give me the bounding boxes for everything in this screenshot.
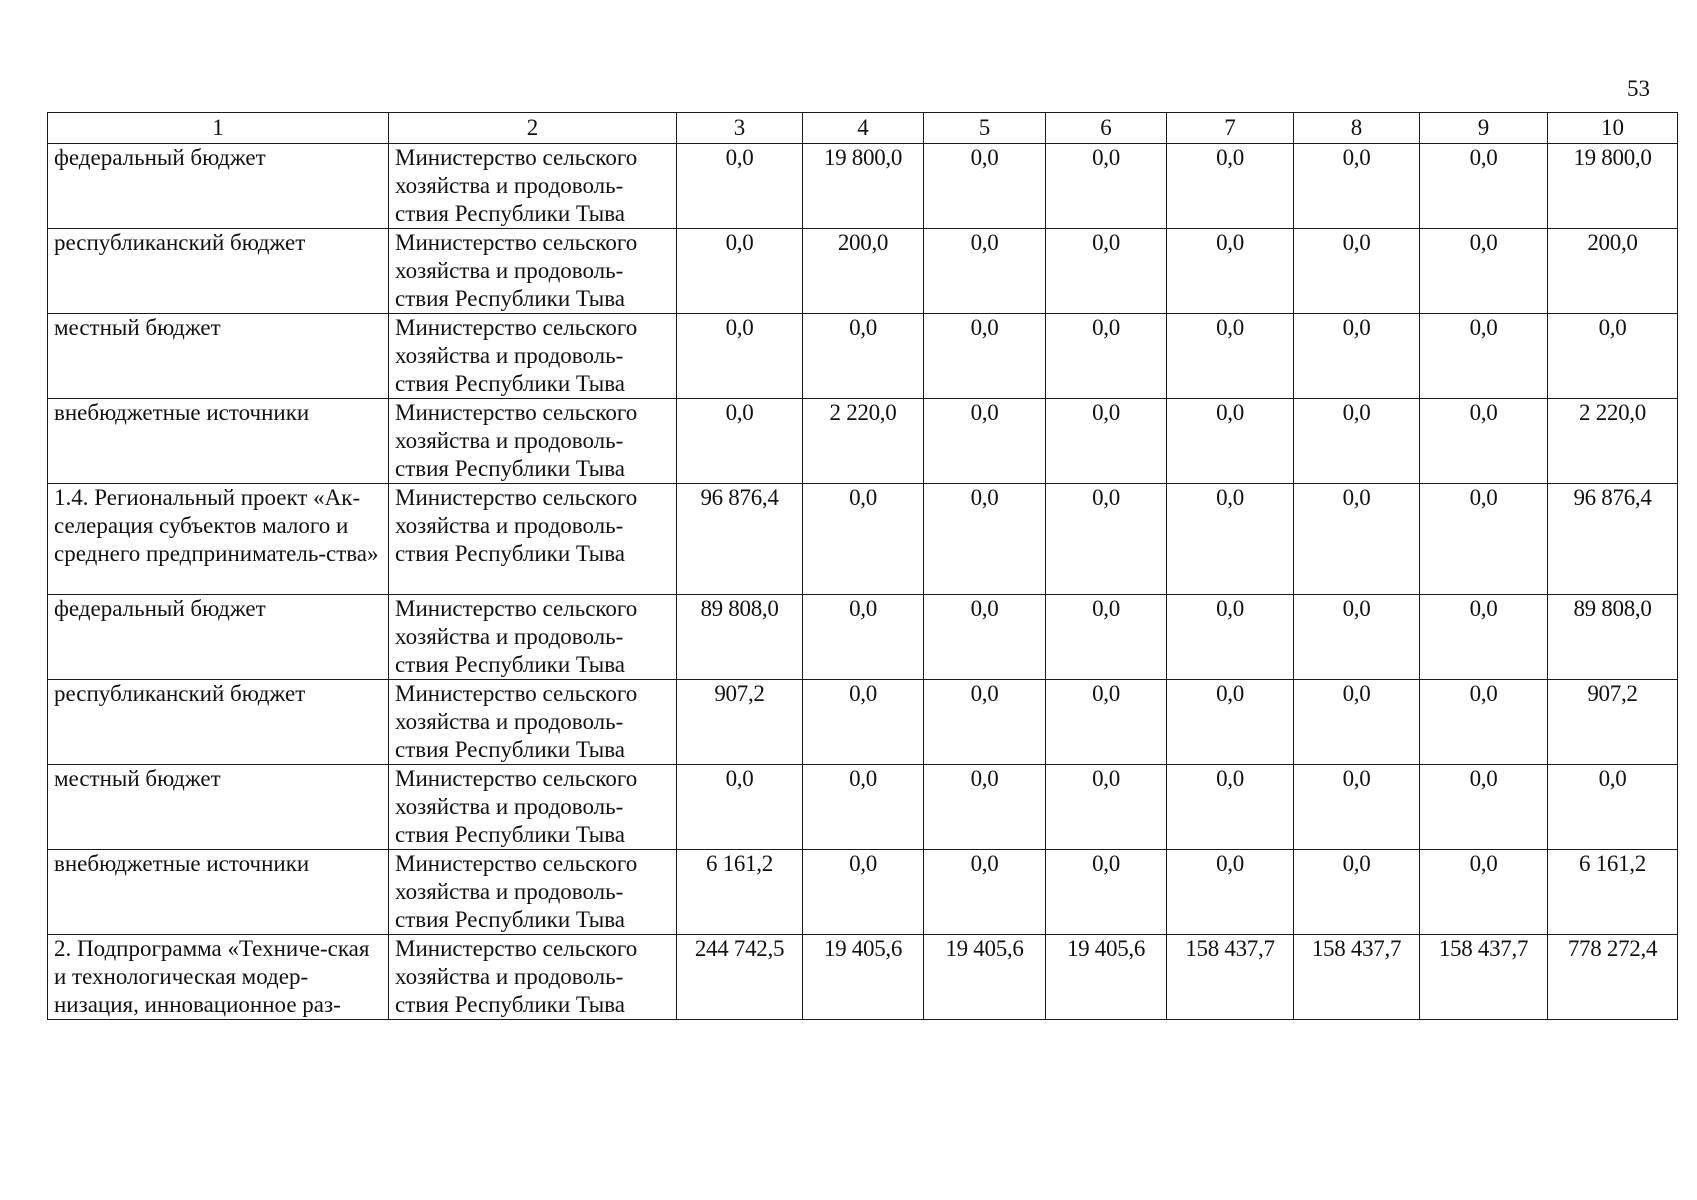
value-cell: 0,0 <box>1420 850 1548 935</box>
funding-source-cell: федеральный бюджет <box>48 595 389 680</box>
table-header-row <box>48 113 1678 144</box>
value-cell: 0,0 <box>1046 144 1167 229</box>
total-cell: 6 161,2 <box>1548 850 1678 935</box>
funding-source-cell: местный бюджет <box>48 765 389 850</box>
total-cell: 907,2 <box>1548 680 1678 765</box>
value-cell: 0,0 <box>803 595 924 680</box>
total-cell: 200,0 <box>1548 229 1678 314</box>
executor-cell: Министерство сельского хозяйства и продоволь-ствия Республики Тыва <box>389 850 677 935</box>
value-cell: 0,0 <box>924 314 1046 399</box>
executor-cell: Министерство сельского хозяйства и продоволь-ствия Республики Тыва <box>389 595 677 680</box>
total-cell: 0,0 <box>1548 765 1678 850</box>
table-row <box>48 765 1678 850</box>
value-cell: 0,0 <box>1420 229 1548 314</box>
value-cell: 6 161,2 <box>677 850 803 935</box>
value-cell: 244 742,5 <box>677 935 803 1020</box>
funding-source-cell: республиканский бюджет <box>48 229 389 314</box>
value-cell: 0,0 <box>924 229 1046 314</box>
value-cell: 0,0 <box>1420 680 1548 765</box>
value-cell: 0,0 <box>1167 144 1294 229</box>
value-cell: 158 437,7 <box>1420 935 1548 1020</box>
regional-project-cell: 1.4. Региональный проект «Ак-селерация субъектов малого и среднего предприниматель-ства» <box>48 484 389 595</box>
value-cell: 0,0 <box>803 314 924 399</box>
column-number-header: 10 <box>1548 113 1678 144</box>
column-number-header: 7 <box>1167 113 1294 144</box>
value-cell: 89 808,0 <box>677 595 803 680</box>
table-row <box>48 680 1678 765</box>
value-cell: 19 405,6 <box>803 935 924 1020</box>
funding-source-cell: внебюджетные источники <box>48 399 389 484</box>
total-cell: 778 272,4 <box>1548 935 1678 1020</box>
value-cell: 0,0 <box>1167 314 1294 399</box>
value-cell: 0,0 <box>924 765 1046 850</box>
value-cell: 0,0 <box>1046 314 1167 399</box>
total-cell: 19 800,0 <box>1548 144 1678 229</box>
column-number-header: 3 <box>677 113 803 144</box>
total-cell: 89 808,0 <box>1548 595 1678 680</box>
subprogram-cell: 2. Подпрограмма «Техниче-ская и технологическая модер-низация, инновационное раз- <box>48 935 389 1020</box>
column-number-header: 8 <box>1294 113 1420 144</box>
value-cell: 2 220,0 <box>803 399 924 484</box>
value-cell: 200,0 <box>803 229 924 314</box>
funding-source-cell: внебюджетные источники <box>48 850 389 935</box>
table-row <box>48 595 1678 680</box>
table-row <box>48 399 1678 484</box>
column-number-header: 6 <box>1046 113 1167 144</box>
value-cell: 0,0 <box>803 680 924 765</box>
table-row <box>48 850 1678 935</box>
table-row <box>48 229 1678 314</box>
executor-cell: Министерство сельского хозяйства и продоволь-ствия Республики Тыва <box>389 765 677 850</box>
value-cell: 0,0 <box>1294 399 1420 484</box>
value-cell: 0,0 <box>1294 765 1420 850</box>
value-cell: 0,0 <box>677 399 803 484</box>
value-cell: 0,0 <box>677 314 803 399</box>
executor-cell: Министерство сельского хозяйства и продоволь-ствия Республики Тыва <box>389 680 677 765</box>
funding-source-cell: федеральный бюджет <box>48 144 389 229</box>
value-cell: 0,0 <box>1167 484 1294 595</box>
total-cell: 96 876,4 <box>1548 484 1678 595</box>
table-row <box>48 144 1678 229</box>
value-cell: 0,0 <box>1046 484 1167 595</box>
total-cell: 0,0 <box>1548 314 1678 399</box>
executor-cell: Министерство сельского хозяйства и продоволь-ствия Республики Тыва <box>389 399 677 484</box>
value-cell: 158 437,7 <box>1167 935 1294 1020</box>
value-cell: 0,0 <box>1294 680 1420 765</box>
value-cell: 907,2 <box>677 680 803 765</box>
value-cell: 0,0 <box>1167 850 1294 935</box>
budget-table <box>47 112 1678 1020</box>
executor-cell: Министерство сельского хозяйства и продоволь-ствия Республики Тыва <box>389 935 677 1020</box>
value-cell: 19 800,0 <box>803 144 924 229</box>
table-row <box>48 935 1678 1020</box>
value-cell: 0,0 <box>1167 765 1294 850</box>
value-cell: 0,0 <box>677 144 803 229</box>
value-cell: 0,0 <box>1420 484 1548 595</box>
executor-cell: Министерство сельского хозяйства и продоволь-ствия Республики Тыва <box>389 229 677 314</box>
value-cell: 96 876,4 <box>677 484 803 595</box>
value-cell: 19 405,6 <box>924 935 1046 1020</box>
value-cell: 0,0 <box>1420 399 1548 484</box>
value-cell: 0,0 <box>924 399 1046 484</box>
column-number-header: 2 <box>389 113 677 144</box>
value-cell: 0,0 <box>1420 595 1548 680</box>
table-row <box>48 484 1678 595</box>
value-cell: 0,0 <box>1167 229 1294 314</box>
value-cell: 0,0 <box>803 484 924 595</box>
value-cell: 0,0 <box>1046 850 1167 935</box>
value-cell: 0,0 <box>1420 144 1548 229</box>
value-cell: 0,0 <box>1420 314 1548 399</box>
page-number: 53 <box>1627 76 1650 101</box>
funding-source-cell: местный бюджет <box>48 314 389 399</box>
value-cell: 0,0 <box>1294 144 1420 229</box>
funding-source-cell: республиканский бюджет <box>48 680 389 765</box>
value-cell: 0,0 <box>1167 680 1294 765</box>
value-cell: 0,0 <box>1046 229 1167 314</box>
executor-cell: Министерство сельского хозяйства и продоволь-ствия Республики Тыва <box>389 314 677 399</box>
column-number-header: 1 <box>48 113 389 144</box>
value-cell: 0,0 <box>1294 484 1420 595</box>
value-cell: 0,0 <box>924 595 1046 680</box>
value-cell: 0,0 <box>924 680 1046 765</box>
value-cell: 0,0 <box>677 765 803 850</box>
value-cell: 0,0 <box>1167 399 1294 484</box>
column-number-header: 5 <box>924 113 1046 144</box>
value-cell: 0,0 <box>1046 399 1167 484</box>
value-cell: 0,0 <box>1294 850 1420 935</box>
total-cell: 2 220,0 <box>1548 399 1678 484</box>
value-cell: 158 437,7 <box>1294 935 1420 1020</box>
value-cell: 0,0 <box>1420 765 1548 850</box>
value-cell: 0,0 <box>924 484 1046 595</box>
table-row <box>48 314 1678 399</box>
executor-cell: Министерство сельского хозяйства и продоволь-ствия Республики Тыва <box>389 484 677 595</box>
value-cell: 0,0 <box>803 765 924 850</box>
executor-cell: Министерство сельского хозяйства и продоволь-ствия Республики Тыва <box>389 144 677 229</box>
value-cell: 0,0 <box>924 144 1046 229</box>
value-cell: 0,0 <box>1046 765 1167 850</box>
column-number-header: 9 <box>1420 113 1548 144</box>
value-cell: 0,0 <box>924 850 1046 935</box>
column-number-header: 4 <box>803 113 924 144</box>
value-cell: 0,0 <box>1294 314 1420 399</box>
value-cell: 19 405,6 <box>1046 935 1167 1020</box>
value-cell: 0,0 <box>1046 680 1167 765</box>
value-cell: 0,0 <box>1294 229 1420 314</box>
value-cell: 0,0 <box>677 229 803 314</box>
value-cell: 0,0 <box>803 850 924 935</box>
value-cell: 0,0 <box>1046 595 1167 680</box>
value-cell: 0,0 <box>1294 595 1420 680</box>
value-cell: 0,0 <box>1167 595 1294 680</box>
